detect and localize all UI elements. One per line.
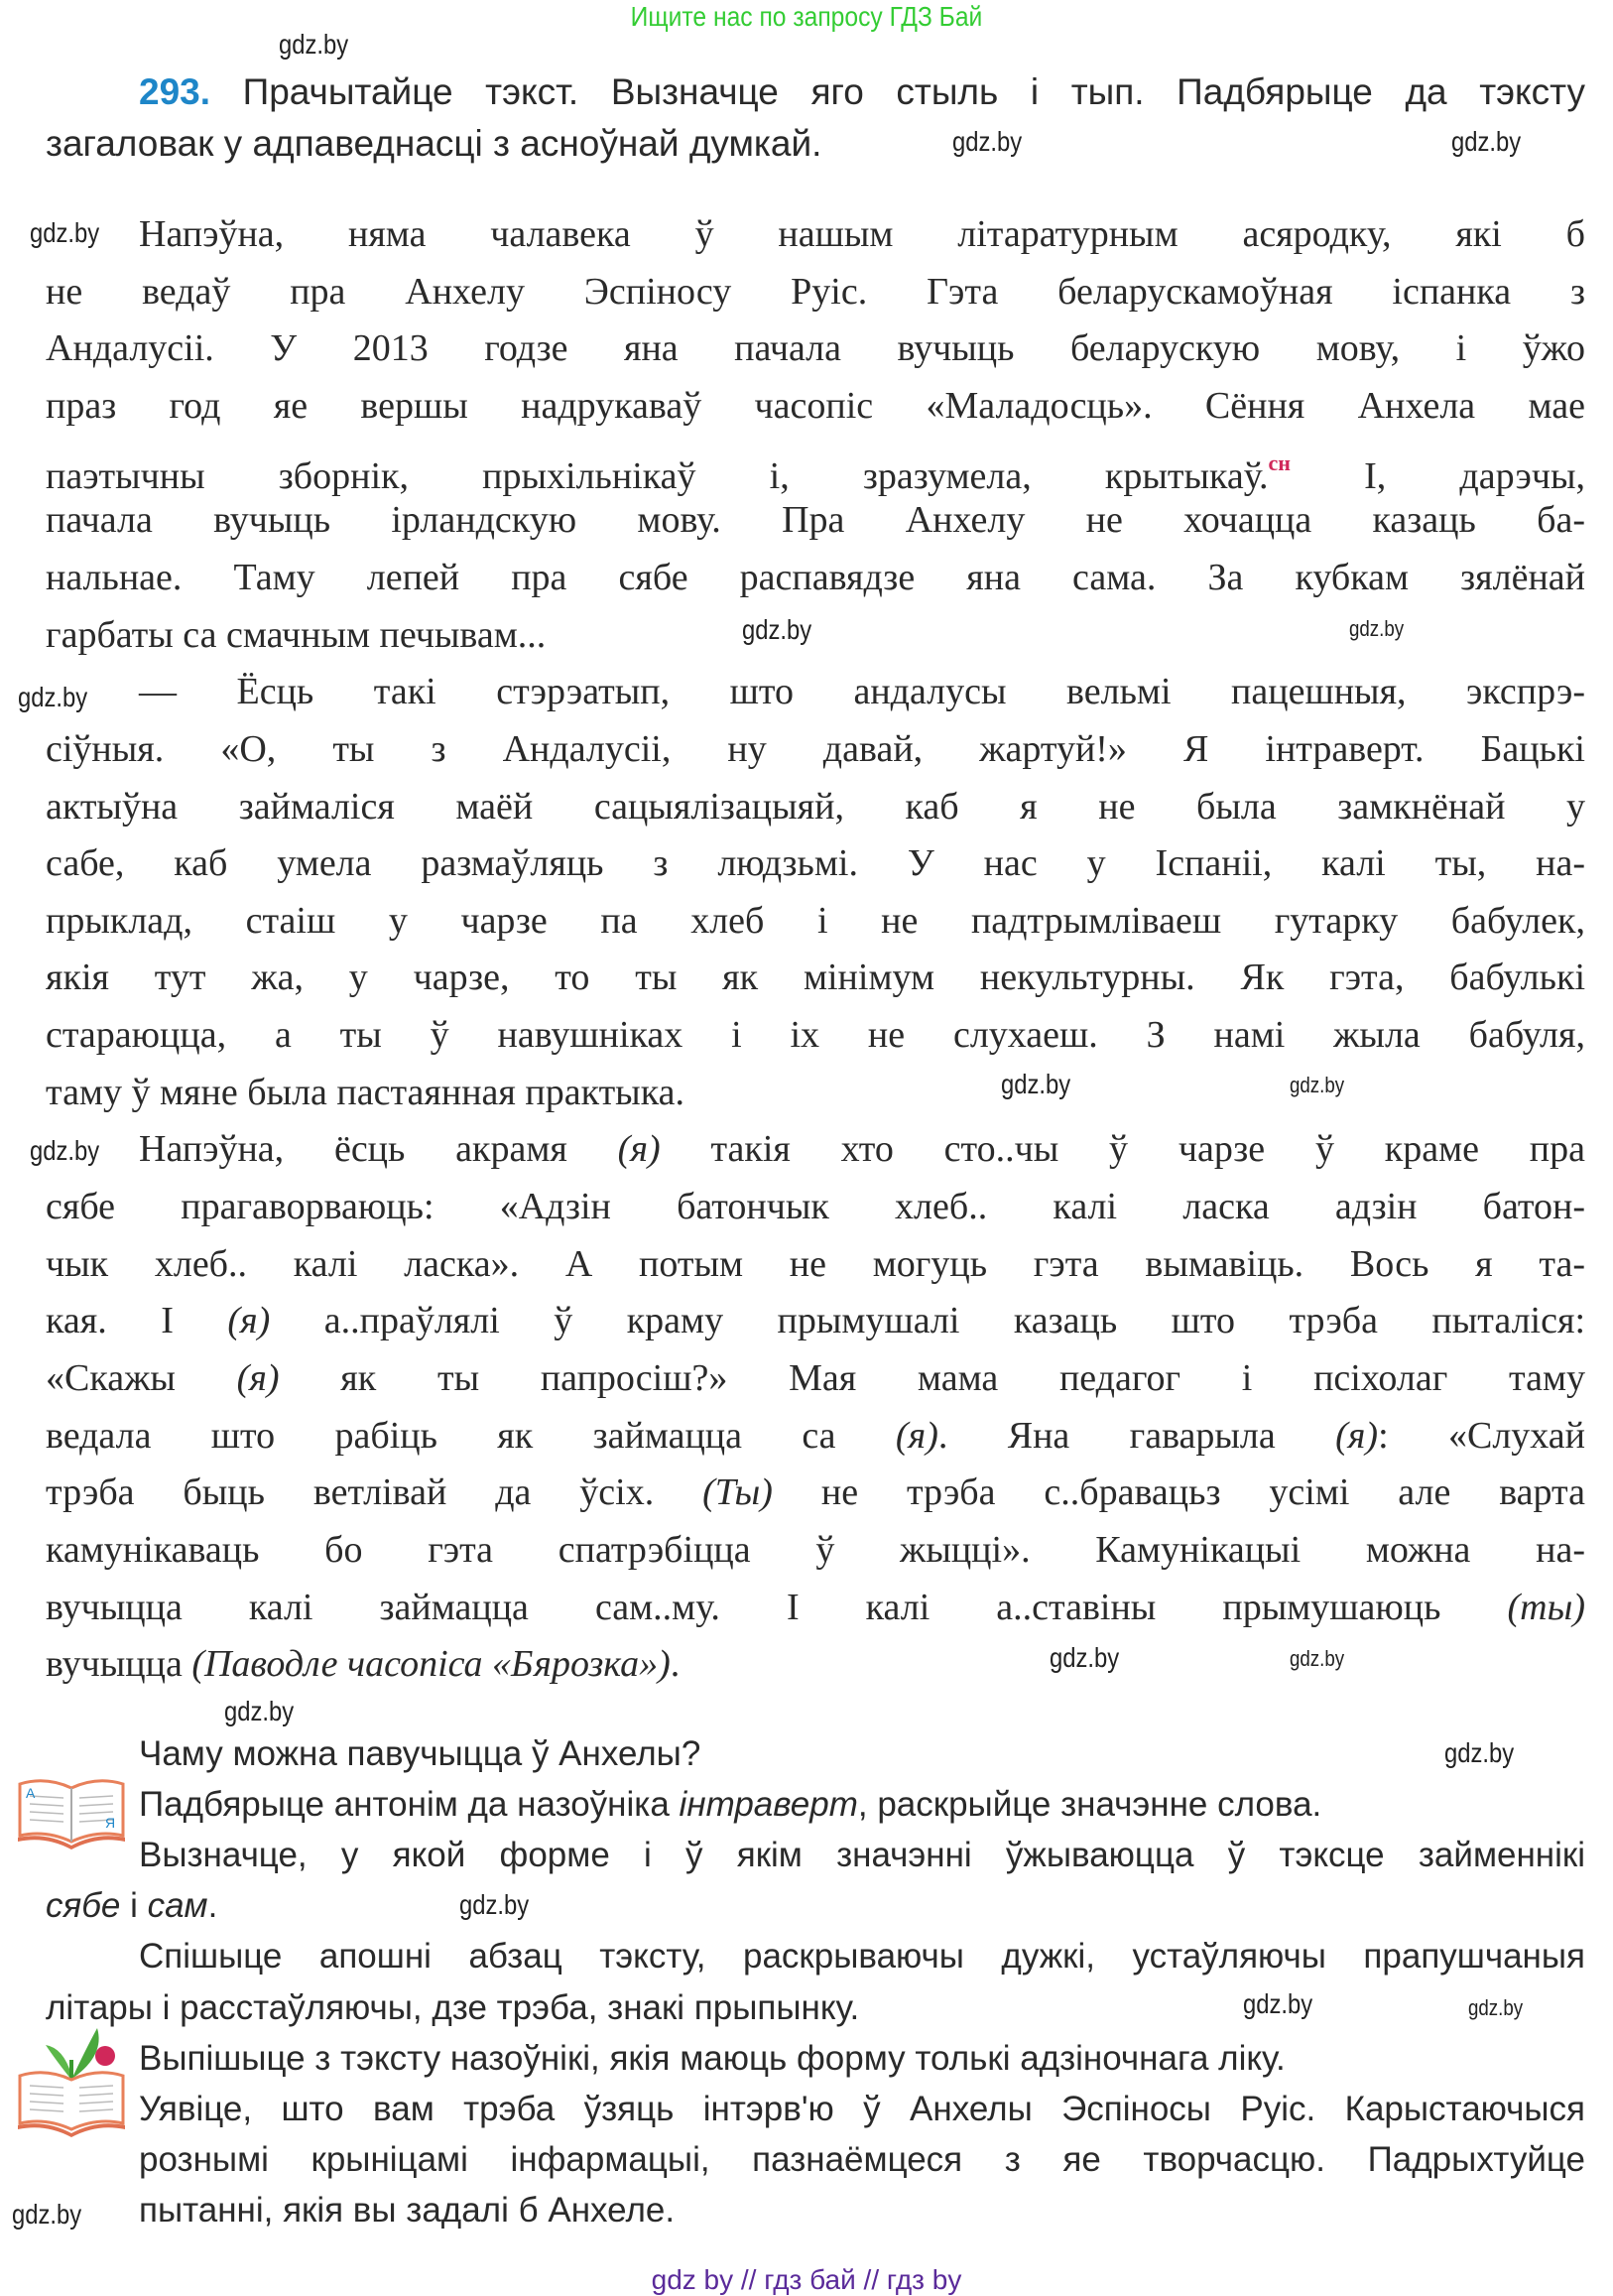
text-line	[46, 1349, 1585, 1407]
text-line	[46, 606, 546, 664]
text-run: : «Слухай	[1378, 1414, 1585, 1457]
watermark: gdz.by	[1001, 1069, 1071, 1099]
task-line-1	[139, 66, 1585, 118]
text-line	[139, 2084, 1585, 2134]
text-run: а..праўлялі ў краму прымушалі казаць што трэба пыталіся:	[270, 1300, 1585, 1342]
italic-text: (ты)	[1507, 1586, 1585, 1628]
watermark: gdz.by	[30, 217, 100, 248]
italic-text: (Паводле часопіса «Бярозка»)	[191, 1643, 671, 1686]
text-run: чык хлеб.. калі ласка». А потым не могуць гэта вымавіць. Вось я та-	[46, 1242, 1585, 1285]
text-run: паэтычны зборнік, прыхільнікаў і, зразумела, крытыкаў.	[46, 454, 1269, 497]
text-run: сіўныя. «О, ты з Андалусіі, ну давай, жартуй!» Я інтраверт. Бацькі	[46, 727, 1585, 770]
text-run: трэба быць ветлівай да ўсіх.	[46, 1471, 703, 1514]
text-run: літары і расстаўляючы, дзе трэба, знакі прыпынку.	[46, 1987, 860, 2027]
text-run: Уявіце, што вам трэба ўзяць інтэрв'ю ў Анхелы Эспіносы Руіс. Карыстаючыся	[139, 2089, 1585, 2128]
text-run: гарбаты са смачным печывам...	[46, 613, 547, 656]
text-run: І, дарэчы,	[1290, 454, 1585, 497]
text-line	[46, 1006, 1585, 1064]
text-line	[46, 377, 1585, 435]
italic-text: інтраверт	[679, 1785, 858, 1825]
italic-text: (я)	[236, 1357, 280, 1399]
italic-text: сам	[147, 1886, 208, 1926]
text-line	[46, 319, 1585, 377]
text-run: пачала вучыць ірландскую мову. Пра Анхелу не хочацца казаць ба-	[46, 499, 1585, 542]
text-line	[46, 720, 1585, 778]
footer-links[interactable]: gdz by // гдз бай // гдз by	[651, 2264, 962, 2295]
watermark: gdz.by	[1468, 1995, 1524, 2020]
italic-text: (я)	[227, 1300, 271, 1342]
footnote-marker: сн	[1268, 449, 1291, 475]
watermark: gdz.by	[224, 1696, 295, 1726]
watermark: gdz.by	[1290, 1073, 1345, 1097]
watermark: gdz.by	[1451, 126, 1522, 157]
text-line	[139, 1830, 1585, 1880]
text-line	[46, 1579, 1585, 1636]
text-run: стараюцца, а ты ў навушніках і іх не слухаеш. З намі жыла бабуля,	[46, 1014, 1585, 1057]
text-run: не трэба с..бравацьз усімі але варта	[772, 1471, 1585, 1514]
text-run: нальнае. Таму лепей пра сябе распавядзе яна сама. За кубкам зялёнай	[46, 556, 1585, 598]
text-run: пытанні, якія вы задалі б Анхеле.	[139, 2190, 676, 2230]
text-line	[46, 892, 1585, 950]
text-line	[46, 1235, 1585, 1293]
text-run: актыўна займаліся маёй сацыялізацыяй, каб я не была замкнёнай у	[46, 785, 1585, 828]
task-number: 293.	[139, 71, 211, 112]
text-run: ведала што рабіць як займацца са	[46, 1414, 896, 1457]
watermark: gdz.by	[952, 126, 1023, 157]
text-run: вучыцца калі займацца сам..му. І калі а..ставіны прымушаюць	[46, 1586, 1508, 1628]
watermark: gdz.by	[1290, 1646, 1345, 1671]
task-instruction: Прачытайце тэкст. Вызначце яго стыль і тып. Падбярыце да тэксту	[242, 71, 1586, 112]
text-run: таму ў мяне была пастаянная практыка.	[46, 1071, 684, 1113]
text-run: праз год яе вершы надрукаваў часопіс «Маладосць». Сёння Анхела мае	[46, 384, 1585, 427]
text-line	[46, 1982, 859, 2033]
italic-text: (я)	[1335, 1414, 1379, 1457]
text-run: рознымі крыніцамі інфармацыі, пазнаёмцеся з яе творчасцю. Падрыхтуйце	[139, 2139, 1585, 2179]
text-run: сабе, каб умела размаўляць з людзьмі. У нас у Іспаніі, калі ты, на-	[46, 842, 1585, 885]
watermark: gdz.by	[742, 614, 812, 645]
watermark: gdz.by	[30, 1135, 100, 1166]
watermark: gdz.by	[279, 29, 349, 60]
text-line	[46, 491, 1585, 549]
text-run: Спішыце апошні абзац тэксту, раскрываючы дужкі, устаўляючы прапушчаныя	[139, 1937, 1585, 1977]
book-icon	[16, 1776, 127, 1851]
text-run: Чаму можна павучыцца ў Анхелы?	[139, 1734, 701, 1773]
watermark: gdz.by	[1050, 1642, 1120, 1673]
text-run: Падбярыце антонім да назоўніка	[139, 1785, 680, 1825]
text-line	[46, 1521, 1585, 1579]
text-run: .	[207, 1886, 218, 1926]
text-line	[46, 1064, 684, 1121]
text-run: якія тут жа, у чарзе, то ты як мінімум некультурны. Як гэта, бабулькі	[46, 957, 1585, 999]
text-line	[46, 778, 1585, 835]
letter-a: А	[26, 1785, 36, 1801]
text-run: як ты папросіш?» Мая мама педагог і псіхолаг таму	[279, 1357, 1585, 1399]
text-line	[46, 834, 1585, 892]
text-line	[46, 1880, 217, 1931]
text-run: . Яна гаварыла	[937, 1414, 1336, 1457]
text-line	[139, 2134, 1585, 2185]
italic-text: (Ты)	[702, 1471, 773, 1514]
text-run: Напэўна, няма чалавека ў нашым літаратурным асяродку, які б	[139, 213, 1585, 255]
text-run: «Скажы	[46, 1357, 237, 1399]
text-run: кая. І	[46, 1300, 228, 1342]
text-run: .	[670, 1643, 681, 1686]
text-line	[46, 1635, 680, 1693]
text-run: Вызначце, у якой форме і ў якім значэнні ўжываюцца ў тэксце займеннікі	[139, 1836, 1585, 1875]
task-line-2: загаловак у адпаведнасці з асноўнай думкай.	[46, 123, 822, 164]
text-line	[46, 1407, 1585, 1465]
text-line	[139, 2033, 1286, 2084]
text-run: Андалусіі. У 2013 годзе яна пачала вучыць беларускую мову, і ўжо	[46, 327, 1585, 370]
watermark: gdz.by	[459, 1889, 530, 1920]
search-hint-banner: Ищите нас по запросу ГДЗ Бай	[630, 1, 983, 32]
text-run: сябе прагаворваюць: «Адзін батончык хлеб.. калі ласка адзін батон-	[46, 1186, 1585, 1228]
text-run: не ведаў пра Анхелу Эспіносу Руіс. Гэта беларускамоўная іспанка з	[46, 270, 1585, 313]
text-line	[46, 1292, 1585, 1349]
italic-text: (я)	[617, 1128, 661, 1171]
text-run: прыклад, стаіш у чарзе па хлеб і не падтрымліваеш гутарку бабулек,	[46, 899, 1585, 942]
text-line	[139, 663, 1585, 720]
letter-ya: Я	[105, 1815, 116, 1831]
italic-text: (я)	[895, 1414, 938, 1457]
text-line	[46, 263, 1585, 320]
watermark: gdz.by	[1444, 1737, 1515, 1768]
text-line	[46, 949, 1585, 1006]
text-run: — Ёсць такі стэрэатып, што андалусы вельмі пацешныя, экспрэ-	[139, 671, 1585, 713]
text-line	[139, 1728, 700, 1779]
text-run: Напэўна, ёсць акрамя	[139, 1128, 618, 1171]
text-run: такія хто сто..чы ў чарзе ў краме пра	[660, 1128, 1585, 1171]
text-line	[139, 1931, 1585, 1981]
watermark: gdz.by	[18, 682, 88, 712]
text-run: і	[120, 1886, 148, 1926]
text-line	[46, 1178, 1585, 1235]
watermark: gdz.by	[12, 2199, 82, 2230]
text-run: Выпішыце з тэксту назоўнікі, якія маюць форму толькі адзіночнага ліку.	[139, 2038, 1286, 2078]
plant-book-icon	[16, 2020, 127, 2139]
text-line	[139, 1120, 1585, 1178]
watermark: gdz.by	[1349, 616, 1405, 641]
text-run: , раскрыйце значэнне слова.	[857, 1785, 1322, 1825]
text-line	[139, 205, 1585, 263]
text-line	[46, 1464, 1585, 1521]
watermark: gdz.by	[1243, 1988, 1313, 2019]
text-line	[46, 549, 1585, 606]
text-line	[139, 2185, 675, 2235]
italic-text: сябе	[46, 1886, 121, 1926]
text-run: вучыцца	[46, 1643, 192, 1686]
text-line	[139, 1779, 1321, 1830]
text-run: камунікаваць бо гэта спатрэбіцца ў жыцці». Камунікацыі можна на-	[46, 1528, 1585, 1571]
